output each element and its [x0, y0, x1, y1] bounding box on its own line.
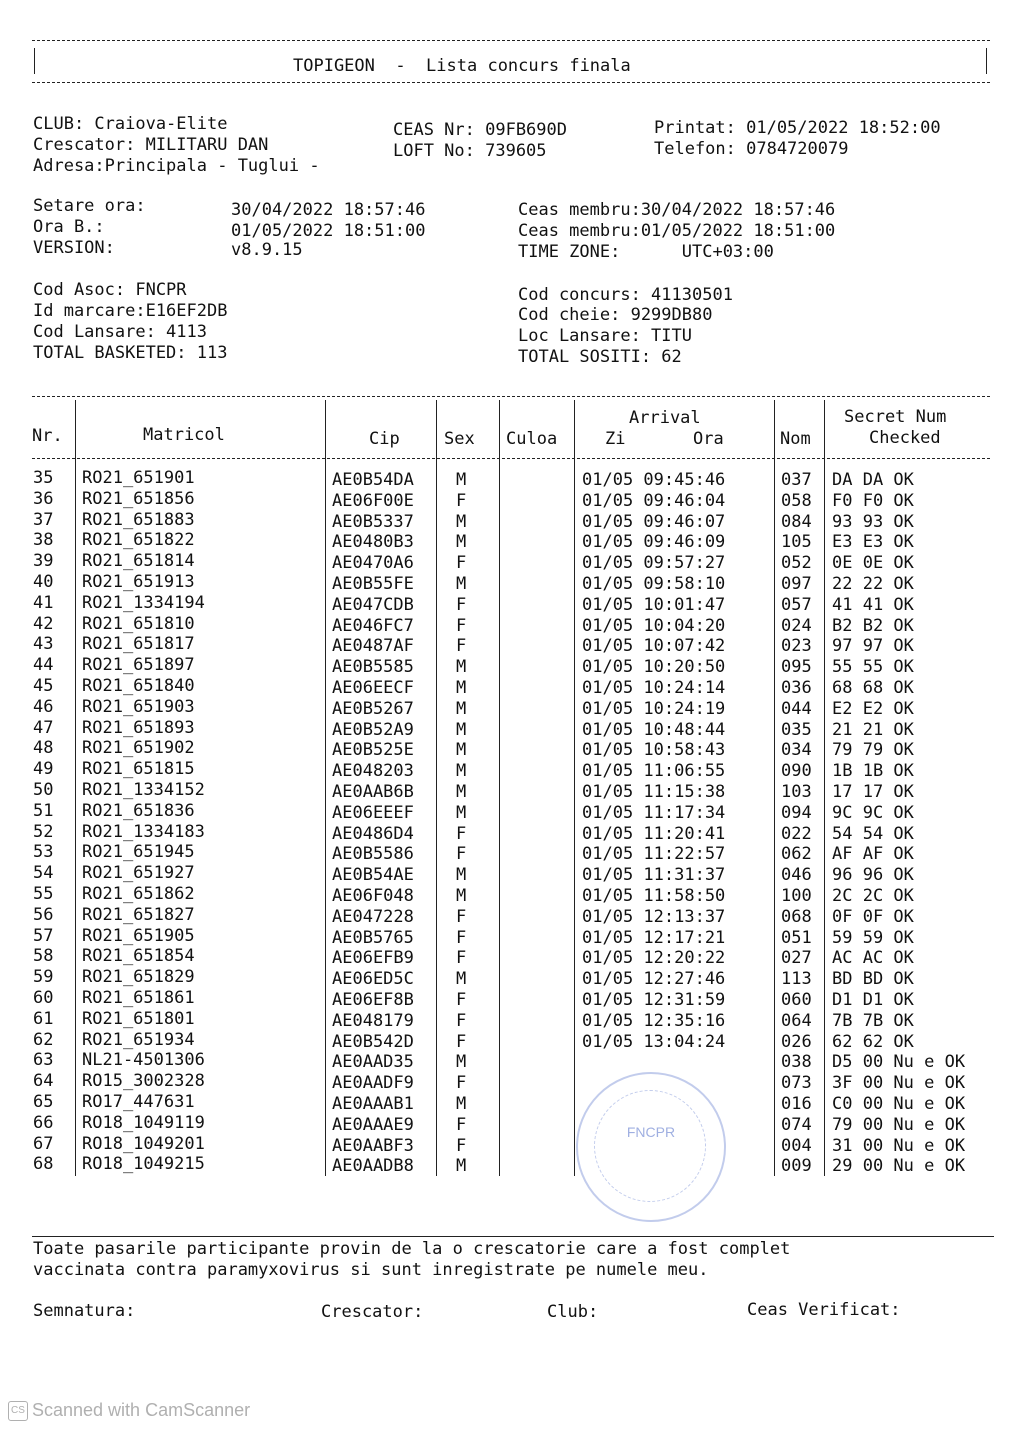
- header-cip: Cip: [369, 429, 400, 449]
- cell-nr: 47: [33, 717, 54, 738]
- cell-cip: AE06F048: [332, 886, 414, 906]
- camscanner-watermark: [8, 1400, 250, 1421]
- cell-matricol: RO21_651883: [82, 509, 195, 530]
- cell-cip: AE0B5585: [332, 657, 414, 678]
- address: Adresa:Principala - Tuglui -: [33, 156, 320, 176]
- cell-matricol: RO18_1049215: [82, 1154, 205, 1175]
- cell-nr: 66: [33, 1112, 54, 1133]
- cell-arrival: 01/05 11:20:41: [582, 823, 726, 844]
- cell-sex: F: [456, 906, 467, 927]
- table-top-border: [32, 396, 990, 397]
- cell-secret-checked: 17 17 OK: [832, 782, 914, 802]
- column-divider-nr: [75, 400, 76, 1176]
- cell-cip: AE0B5765: [332, 927, 414, 948]
- cell-secret-checked: 22 22 OK: [832, 574, 914, 594]
- cell-arrival: 01/05 09:46:09: [582, 532, 726, 553]
- header-matricol: Matricol: [143, 425, 225, 445]
- cell-cip: AE0480B3: [332, 532, 414, 553]
- title-box-top-border: [32, 40, 990, 41]
- header-sex: Sex: [444, 429, 475, 449]
- cell-nom: 035: [781, 719, 812, 740]
- cell-cip: AE0B5337: [332, 511, 414, 532]
- cell-nr: 42: [33, 613, 54, 634]
- header-culoa: Culoa: [506, 429, 558, 449]
- cell-secret-checked: F0 F0 OK: [832, 490, 914, 511]
- cell-arrival: 01/05 10:04:20: [582, 615, 726, 636]
- cell-nom: 044: [781, 698, 812, 719]
- cell-arrival: 01/05 11:31:37: [582, 865, 726, 886]
- cell-nom: 022: [781, 823, 812, 844]
- cell-secret-checked: D1 D1 OK: [832, 990, 914, 1010]
- cell-secret-checked: 2C 2C OK: [832, 886, 914, 906]
- column-divider-matricol: [325, 400, 326, 1176]
- cell-nom: 009: [781, 1156, 812, 1177]
- cell-matricol: RO21_651927: [82, 863, 195, 884]
- declaration-line-1: Toate pasarile participante provin de la o crescatorie care a fost complet: [33, 1239, 791, 1259]
- cell-arrival: 01/05 12:27:46: [582, 969, 726, 990]
- cell-nr: 65: [33, 1092, 54, 1112]
- cell-matricol: RO21_651913: [82, 572, 195, 592]
- cell-sex: M: [456, 865, 467, 886]
- cell-cip: AE046FC7: [332, 615, 414, 636]
- cell-cip: AE06F00E: [332, 490, 414, 511]
- cell-nr: 67: [33, 1133, 54, 1154]
- cell-secret-checked: AC AC OK: [832, 948, 914, 969]
- cell-nom: 068: [781, 906, 812, 927]
- cell-sex: M: [456, 802, 467, 823]
- cell-secret-checked: 59 59 OK: [832, 927, 914, 948]
- cell-arrival: 01/05 12:17:21: [582, 927, 726, 948]
- cell-matricol: RO21_651836: [82, 800, 195, 821]
- cell-sex: F: [456, 615, 467, 636]
- column-divider-nom: [824, 400, 825, 1176]
- cell-matricol: RO21_651814: [82, 551, 195, 572]
- cell-arrival: 01/05 09:58:10: [582, 574, 726, 594]
- cell-nr: 40: [33, 572, 54, 592]
- header-nr: Nr.: [32, 426, 63, 446]
- cell-cip: AE06ED5C: [332, 969, 414, 990]
- cell-nr: 60: [33, 988, 54, 1008]
- column-divider-sex: [499, 400, 500, 1176]
- cell-cip: AE047228: [332, 906, 414, 927]
- stamp-text: FNCPR: [626, 1124, 676, 1140]
- cell-secret-checked: 97 97 OK: [832, 636, 914, 657]
- cell-nr: 63: [33, 1050, 54, 1071]
- cell-cip: AE0486D4: [332, 823, 414, 844]
- cell-matricol: RO21_651829: [82, 967, 195, 988]
- footer-rule: [32, 1236, 994, 1237]
- cell-cip: AE0487AF: [332, 636, 414, 657]
- cell-nom: 027: [781, 948, 812, 969]
- header-secret-num: Secret Num: [844, 407, 947, 427]
- cell-cip: AE0B52A9: [332, 719, 414, 740]
- cell-nom: 026: [781, 1031, 812, 1052]
- key-code: Cod cheie: 9299DB80: [518, 305, 713, 325]
- cell-cip: AE0B55FE: [332, 574, 414, 594]
- cell-matricol: RO21_651903: [82, 696, 195, 717]
- cell-matricol: RO21_651840: [82, 676, 195, 696]
- cell-cip: AE0B54DA: [332, 470, 414, 490]
- cell-nr: 51: [33, 800, 54, 821]
- cell-nom: 060: [781, 990, 812, 1010]
- cell-matricol: RO21_651822: [82, 530, 195, 551]
- cell-secret-checked: 29 00 Nu e OK: [832, 1156, 966, 1177]
- member-clock-2: Ceas membru:01/05/2022 18:51:00: [518, 221, 836, 241]
- loft-number: LOFT No: 739605: [393, 141, 547, 161]
- cell-nr: 52: [33, 821, 54, 842]
- cell-arrival: 01/05 10:01:47: [582, 594, 726, 615]
- cell-nom: 038: [781, 1052, 812, 1073]
- cell-arrival: 01/05 09:57:27: [582, 553, 726, 574]
- association-code: Cod Asoc: FNCPR: [33, 280, 187, 300]
- cell-sex: M: [456, 657, 467, 678]
- cell-nr: 62: [33, 1029, 54, 1050]
- cell-secret-checked: 1B 1B OK: [832, 761, 914, 782]
- clock-verified-label: Ceas Verificat:: [747, 1300, 901, 1320]
- cell-sex: M: [456, 698, 467, 719]
- cell-nom: 004: [781, 1135, 812, 1156]
- cell-arrival: 01/05 10:20:50: [582, 657, 726, 678]
- cell-arrival: 01/05 11:58:50: [582, 886, 726, 906]
- cell-nr: 54: [33, 863, 54, 884]
- cell-sex: M: [456, 511, 467, 532]
- cell-nom: 062: [781, 844, 812, 865]
- cell-secret-checked: 68 68 OK: [832, 678, 914, 698]
- cell-sex: F: [456, 990, 467, 1010]
- total-arrived: TOTAL SOSITI: 62: [518, 347, 682, 367]
- cell-secret-checked: 62 62 OK: [832, 1031, 914, 1052]
- release-location: Loc Lansare: TITU: [518, 326, 692, 346]
- cell-sex: M: [456, 532, 467, 553]
- time-b-value: 01/05/2022 18:51:00: [231, 221, 426, 241]
- cell-cip: AE0AAAE9: [332, 1114, 414, 1135]
- cell-matricol: RO21_651856: [82, 488, 195, 509]
- cell-nom: 016: [781, 1094, 812, 1114]
- cell-sex: M: [456, 574, 467, 594]
- cell-cip: AE0B54AE: [332, 865, 414, 886]
- cell-matricol: RO21_1334152: [82, 780, 205, 800]
- cell-nom: 057: [781, 594, 812, 615]
- cell-arrival: 01/05 09:46:04: [582, 490, 726, 511]
- cell-secret-checked: 79 79 OK: [832, 740, 914, 761]
- cell-arrival: 01/05 09:46:07: [582, 511, 726, 532]
- cell-matricol: RO15_3002328: [82, 1071, 205, 1092]
- cell-sex: F: [456, 823, 467, 844]
- cell-sex: M: [456, 969, 467, 990]
- header-zi: Zi: [605, 429, 626, 449]
- cell-secret-checked: C0 00 Nu e OK: [832, 1094, 966, 1114]
- cell-nr: 38: [33, 530, 54, 551]
- cell-cip: AE0470A6: [332, 553, 414, 574]
- cell-cip: AE06EECF: [332, 678, 414, 698]
- header-checked: Checked: [869, 428, 941, 448]
- cell-cip: AE0B542D: [332, 1031, 414, 1052]
- member-clock-1: Ceas membru:30/04/2022 18:57:46: [518, 200, 836, 220]
- title-box-right-border: [986, 48, 987, 74]
- cell-sex: F: [456, 927, 467, 948]
- cell-arrival: 01/05 11:06:55: [582, 761, 726, 782]
- cell-secret-checked: 9C 9C OK: [832, 802, 914, 823]
- cell-sex: F: [456, 1073, 467, 1094]
- header-ora: Ora: [693, 429, 724, 449]
- cell-matricol: RO21_651801: [82, 1008, 195, 1029]
- cell-sex: M: [456, 1052, 467, 1073]
- cell-nr: 68: [33, 1154, 54, 1175]
- cell-secret-checked: 79 00 Nu e OK: [832, 1114, 966, 1135]
- cell-matricol: RO21_651902: [82, 738, 195, 759]
- contest-code: Cod concurs: 41130501: [518, 285, 733, 305]
- cell-nom: 097: [781, 574, 812, 594]
- cell-cip: AE0AAAB1: [332, 1094, 414, 1114]
- cell-nr: 37: [33, 509, 54, 530]
- cell-matricol: RO21_651810: [82, 613, 195, 634]
- cell-nom: 094: [781, 802, 812, 823]
- cell-sex: F: [456, 636, 467, 657]
- cell-matricol: RO21_651861: [82, 988, 195, 1008]
- cell-cip: AE06EEEF: [332, 802, 414, 823]
- cell-secret-checked: 96 96 OK: [832, 865, 914, 886]
- cell-arrival: 01/05 12:35:16: [582, 1010, 726, 1031]
- cell-cip: AE0AADF9: [332, 1073, 414, 1094]
- cell-sex: M: [456, 761, 467, 782]
- cell-secret-checked: 55 55 OK: [832, 657, 914, 678]
- header-arrival: Arrival: [629, 408, 701, 428]
- marking-id: Id marcare:E16EF2DB: [33, 301, 228, 321]
- cell-secret-checked: 41 41 OK: [832, 594, 914, 615]
- column-divider-arrival: [774, 400, 775, 1176]
- cell-nr: 44: [33, 655, 54, 676]
- cell-nr: 50: [33, 780, 54, 800]
- stamp-inner-ring: [594, 1090, 706, 1202]
- cell-sex: F: [456, 1135, 467, 1156]
- cell-sex: M: [456, 719, 467, 740]
- cell-nr: 55: [33, 884, 54, 904]
- cell-arrival: 01/05 12:31:59: [582, 990, 726, 1010]
- cell-sex: F: [456, 594, 467, 615]
- cell-nom: 024: [781, 615, 812, 636]
- table-header-separator: [32, 458, 990, 459]
- club-name: CLUB: Craiova-Elite: [33, 114, 228, 134]
- cell-secret-checked: 93 93 OK: [832, 511, 914, 532]
- cell-secret-checked: 0F 0F OK: [832, 906, 914, 927]
- phone-number: Telefon: 0784720079: [654, 139, 849, 159]
- signature-label: Semnatura:: [33, 1301, 136, 1321]
- cell-sex: F: [456, 1010, 467, 1031]
- cell-nom: 052: [781, 553, 812, 574]
- cell-nr: 36: [33, 488, 54, 509]
- cell-matricol: RO21_651827: [82, 904, 195, 925]
- cell-cip: AE0B5586: [332, 844, 414, 865]
- cell-secret-checked: 3F 00 Nu e OK: [832, 1073, 966, 1094]
- release-code: Cod Lansare: 4113: [33, 322, 207, 342]
- cell-matricol: RO21_651897: [82, 655, 195, 676]
- cell-nom: 090: [781, 761, 812, 782]
- cell-matricol: NL21-4501306: [82, 1050, 205, 1071]
- cell-sex: M: [456, 470, 467, 490]
- breeder-signature-label: Crescator:: [321, 1302, 424, 1322]
- cell-matricol: RO21_651901: [82, 468, 195, 488]
- cell-sex: F: [456, 1031, 467, 1052]
- cell-arrival: 01/05 12:13:37: [582, 906, 726, 927]
- cell-matricol: RO21_651854: [82, 946, 195, 967]
- cell-matricol: RO21_651905: [82, 925, 195, 946]
- cell-nom: 103: [781, 782, 812, 802]
- cell-nom: 105: [781, 532, 812, 553]
- cell-matricol: RO21_1334194: [82, 592, 205, 613]
- cell-nr: 39: [33, 551, 54, 572]
- cell-nom: 034: [781, 740, 812, 761]
- cell-nr: 41: [33, 592, 54, 613]
- cell-secret-checked: 0E 0E OK: [832, 553, 914, 574]
- cell-cip: AE047CDB: [332, 594, 414, 615]
- cell-sex: M: [456, 678, 467, 698]
- cell-sex: F: [456, 490, 467, 511]
- cell-cip: AE0B525E: [332, 740, 414, 761]
- cell-sex: M: [456, 1094, 467, 1114]
- cell-arrival: 01/05 10:24:14: [582, 678, 726, 698]
- time-zone: TIME ZONE: UTC+03:00: [518, 242, 774, 262]
- cell-sex: M: [456, 886, 467, 906]
- cell-matricol: RO21_651862: [82, 884, 195, 904]
- cell-nom: 046: [781, 865, 812, 886]
- cell-secret-checked: 7B 7B OK: [832, 1010, 914, 1031]
- cell-nom: 073: [781, 1073, 812, 1094]
- cell-sex: F: [456, 948, 467, 969]
- cell-nr: 45: [33, 676, 54, 696]
- cell-matricol: RO21_1334183: [82, 821, 205, 842]
- cell-nom: 058: [781, 490, 812, 511]
- set-time-label: Setare ora:: [33, 196, 146, 216]
- cell-cip: AE0AADB8: [332, 1156, 414, 1177]
- cell-arrival: 01/05 11:17:34: [582, 802, 726, 823]
- title-box-bottom-border: [32, 82, 990, 83]
- cell-matricol: RO18_1049119: [82, 1112, 205, 1133]
- header-nom: Nom: [780, 429, 811, 449]
- camscanner-watermark-text: Scanned with CamScanner: [32, 1400, 251, 1420]
- cell-arrival: 01/05 11:15:38: [582, 782, 726, 802]
- time-b-label: Ora B.:: [33, 217, 105, 237]
- cell-nom: 064: [781, 1010, 812, 1031]
- cell-cip: AE0AAD35: [332, 1052, 414, 1073]
- cell-nom: 113: [781, 969, 812, 990]
- cell-nr: 56: [33, 904, 54, 925]
- cell-arrival: 01/05 12:20:22: [582, 948, 726, 969]
- cell-matricol: RO21_651934: [82, 1029, 195, 1050]
- version-label: VERSION:: [33, 238, 115, 258]
- cell-nom: 023: [781, 636, 812, 657]
- cell-nom: 051: [781, 927, 812, 948]
- cell-nr: 46: [33, 696, 54, 717]
- cell-matricol: RO21_651945: [82, 842, 195, 863]
- cell-arrival: 01/05 10:48:44: [582, 719, 726, 740]
- breeder-name: Crescator: MILITARU DAN: [33, 135, 269, 155]
- cell-sex: F: [456, 844, 467, 865]
- cell-arrival: 01/05 10:24:19: [582, 698, 726, 719]
- cell-nr: 49: [33, 759, 54, 780]
- cell-sex: M: [456, 740, 467, 761]
- cell-cip: AE0B5267: [332, 698, 414, 719]
- cell-nr: 53: [33, 842, 54, 863]
- version-value: v8.9.15: [231, 240, 303, 260]
- set-time-value: 30/04/2022 18:57:46: [231, 200, 426, 220]
- cell-secret-checked: D5 00 Nu e OK: [832, 1052, 966, 1073]
- cell-nr: 57: [33, 925, 54, 946]
- cell-matricol: RO17_447631: [82, 1092, 195, 1112]
- cell-nom: 100: [781, 886, 812, 906]
- club-signature-label: Club:: [547, 1302, 599, 1322]
- document-title: TOPIGEON - Lista concurs finala: [293, 56, 631, 76]
- print-timestamp: Printat: 01/05/2022 18:52:00: [654, 118, 941, 138]
- cell-secret-checked: AF AF OK: [832, 844, 914, 865]
- cell-nom: 036: [781, 678, 812, 698]
- cell-matricol: RO21_651815: [82, 759, 195, 780]
- cell-arrival: 01/05 13:04:24: [582, 1031, 726, 1052]
- cell-arrival: 01/05 09:45:46: [582, 470, 726, 490]
- cell-nr: 59: [33, 967, 54, 988]
- cell-sex: F: [456, 1114, 467, 1135]
- cell-nom: 084: [781, 511, 812, 532]
- column-divider-cip: [436, 400, 437, 1176]
- camscanner-logo-icon: CS: [8, 1401, 28, 1421]
- cell-secret-checked: B2 B2 OK: [832, 615, 914, 636]
- column-divider-culoa: [574, 400, 575, 1176]
- cell-nr: 64: [33, 1071, 54, 1092]
- cell-arrival: 01/05 11:22:57: [582, 844, 726, 865]
- cell-sex: M: [456, 1156, 467, 1177]
- cell-cip: AE0AAB6B: [332, 782, 414, 802]
- cell-secret-checked: 31 00 Nu e OK: [832, 1135, 966, 1156]
- cell-matricol: RO21_651893: [82, 717, 195, 738]
- cell-nr: 35: [33, 468, 54, 488]
- declaration-line-2: vaccinata contra paramyxovirus si sunt inregistrate pe numele meu.: [33, 1260, 709, 1280]
- cell-nom: 074: [781, 1114, 812, 1135]
- cell-secret-checked: E2 E2 OK: [832, 698, 914, 719]
- cell-cip: AE048203: [332, 761, 414, 782]
- cell-sex: F: [456, 553, 467, 574]
- cell-nr: 58: [33, 946, 54, 967]
- fncpr-stamp: [576, 1072, 726, 1222]
- cell-nom: 037: [781, 470, 812, 490]
- cell-secret-checked: DA DA OK: [832, 470, 914, 490]
- cell-cip: AE06EF8B: [332, 990, 414, 1010]
- cell-arrival: 01/05 10:58:43: [582, 740, 726, 761]
- cell-cip: AE06EFB9: [332, 948, 414, 969]
- cell-secret-checked: BD BD OK: [832, 969, 914, 990]
- cell-nr: 48: [33, 738, 54, 759]
- cell-secret-checked: E3 E3 OK: [832, 532, 914, 553]
- cell-cip: AE048179: [332, 1010, 414, 1031]
- cell-secret-checked: 21 21 OK: [832, 719, 914, 740]
- cell-cip: AE0AABF3: [332, 1135, 414, 1156]
- cell-arrival: 01/05 10:07:42: [582, 636, 726, 657]
- total-basketed: TOTAL BASKETED: 113: [33, 343, 228, 363]
- cell-matricol: RO18_1049201: [82, 1133, 205, 1154]
- title-box-left-border: [34, 48, 35, 74]
- cell-sex: M: [456, 782, 467, 802]
- clock-number: CEAS Nr: 09FB690D: [393, 120, 567, 140]
- cell-nom: 095: [781, 657, 812, 678]
- cell-matricol: RO21_651817: [82, 634, 195, 655]
- cell-nr: 43: [33, 634, 54, 655]
- cell-secret-checked: 54 54 OK: [832, 823, 914, 844]
- cell-nr: 61: [33, 1008, 54, 1029]
